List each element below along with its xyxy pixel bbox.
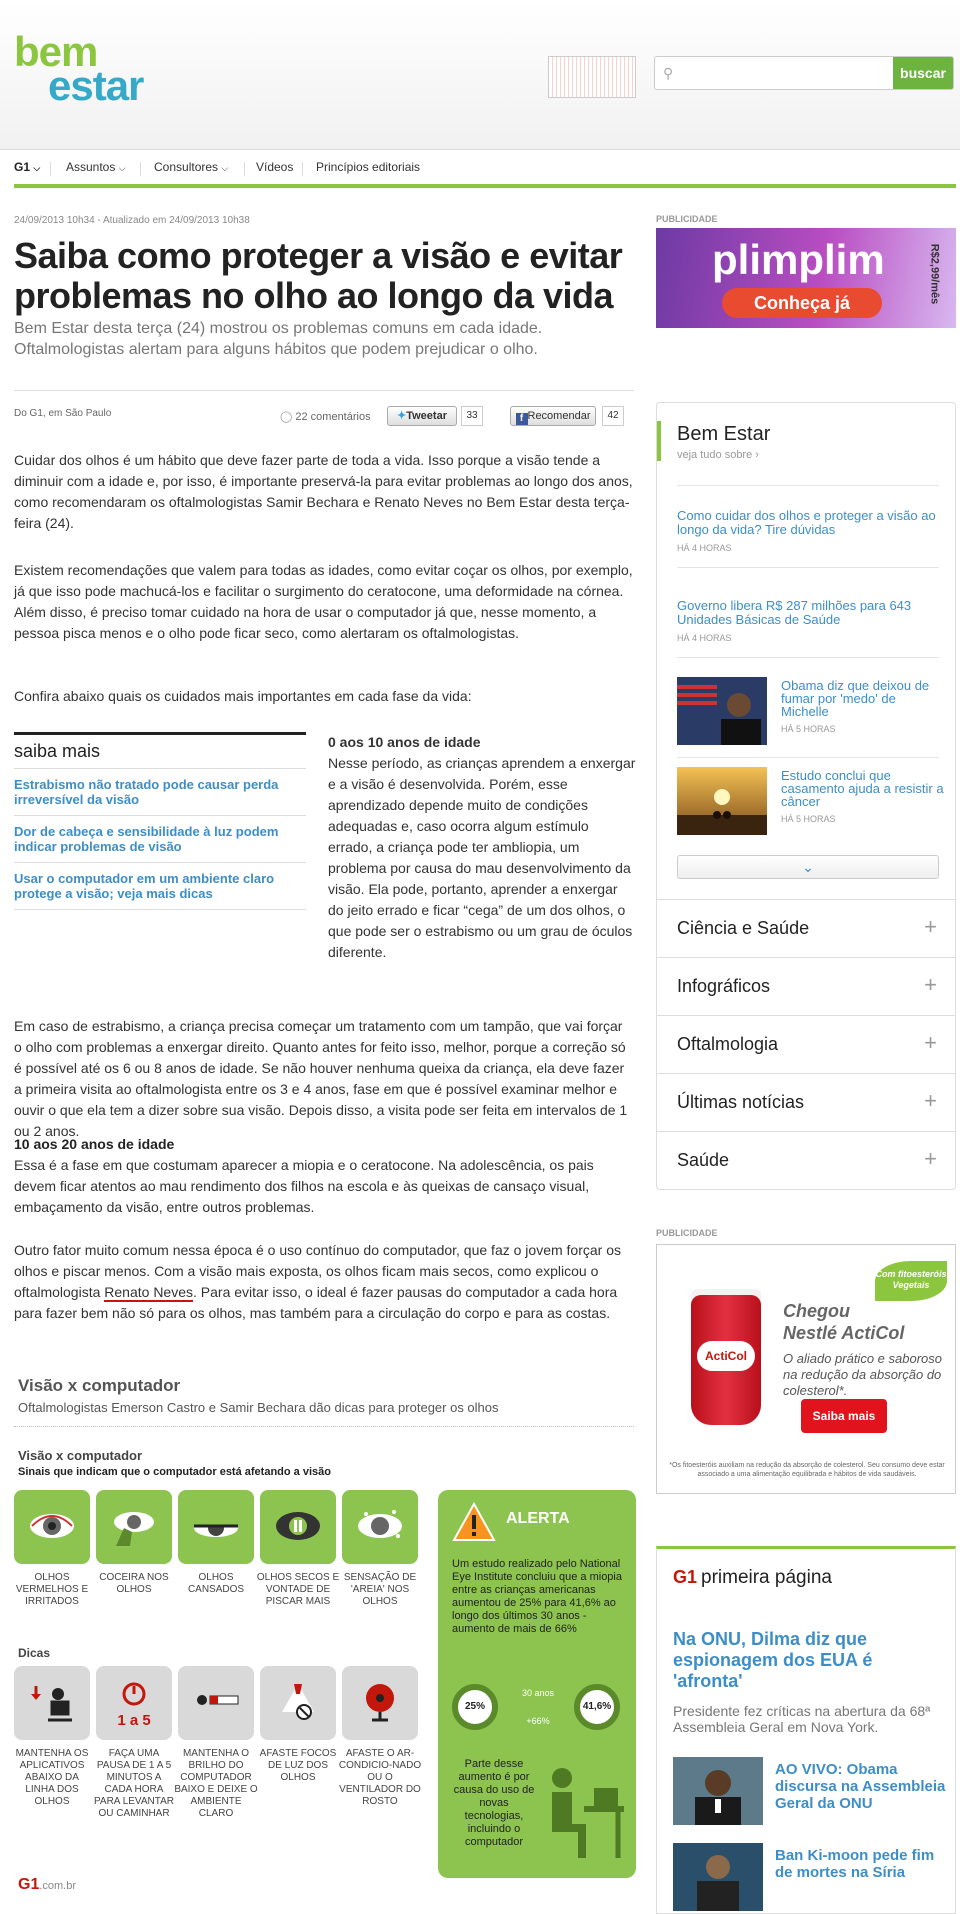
divider [14,390,634,391]
nav-assuntos[interactable]: Assuntos ⌵ [66,160,126,174]
itchy-eye-icon [96,1490,172,1564]
bem-estar-widget [656,402,956,1190]
brightness-icon [178,1666,254,1740]
g1-logo[interactable]: G1 [673,1567,698,1587]
sand-eye-icon [342,1490,418,1564]
nav-videos[interactable]: Vídeos [256,160,294,174]
stat-circle-41: 41,6% [574,1684,620,1730]
paragraph: Existem recomendações que valem para todas as idades, como evitar coçar os olhos, por exemplo, já que isso pode machucá-los e facilitar o surgimento do ceratocone, uma deformidade na córnea. Além disso, é preciso tomar cuidado na hora de usar o computador já que, nesse momento, a pessoa pisca menos e o olho pode ficar seco, como alertaram os oftalmologistas. [14,562,633,641]
infographic-section-title: Visão x computador [18,1376,181,1395]
saiba-mais-title: saiba mais [14,735,306,769]
subheading: 10 aos 20 anos de idade [14,1136,175,1152]
chevron-down-icon: ⌄ [802,859,814,875]
recommend-count: 42 [602,406,624,426]
alert-title: ALERTA [506,1510,570,1527]
chevron-down-icon: ⌵ [118,163,126,173]
saiba-mais-box [14,732,306,910]
sign-caption: OLHOS VERMELHOS E IRRITADOS [15,1572,89,1607]
see-all-link[interactable]: veja tudo sobre › [677,449,759,461]
tweet-button[interactable]: ✦Tweetar [387,406,457,426]
person-at-computer-icon [538,1762,628,1862]
paragraph: Em caso de estrabismo, a criança precisa começar um tratamento com um tampão, que vai forçar o olho com problemas a enxergar direito. Quanto antes for feito isso, melhor, porque a correção só é possível até os 6 ou 8 anos de idade. Se não houver nenhuma queixa da criança, ela deve fazer a primeira visita ao oftalmologista entre os 3 e 4 anos, fase em que é possível examinar melhor e ouvir o que ela tem a dizer sobre sua visão. Depois disso, a visita pode ser feita em intervalos de 1 ou 2 anos. [14,1018,628,1139]
infographic-title: Visão x computador [18,1448,143,1463]
news-item[interactable]: Estudo conclui que casamento ajuda a resistir a câncer HÁ 5 HORAS [781,768,944,824]
saiba-mais-link[interactable]: Estrabismo não tratado pode causar perda irreversível da visão [14,769,306,816]
accent-bar [657,421,661,461]
nav-g1[interactable]: G1 ⌵ [14,160,41,174]
leaf-badge: Com fitoesteróis Vegetais [875,1261,947,1301]
subheading: 0 aos 10 anos de idade [328,734,481,750]
tweet-count: 33 [461,406,483,426]
saiba-mais-button[interactable]: Saiba mais [801,1399,887,1433]
comments-link[interactable]: ◯ 22 comentários [280,411,371,423]
byline: Do G1, em São Paulo [14,408,112,419]
article-title: Saiba como proteger a visão e evitar problemas no olho ao longo da vida [14,235,623,316]
paragraph: Outro fator muito comum nessa época é o uso contínuo do computador, que faz o jovem forçar os olhos e piscar menos. Com a visão mais exposta, os olhos ficam mais secos, como explicou o oftalmologista Renato Neves. Para evitar isso, o ideal é fazer pausas do computador a cada hora para fazer bem não só para os olhos, mas também para a circulação do corpo e para as costas. [14,1242,621,1321]
search-input[interactable] [681,57,881,89]
article-date: 24/09/2013 10h34 - Atualizado em 24/09/2013 10h38 [14,215,250,226]
plus-icon: + [924,972,937,997]
sign-caption: OLHOS SECOS E VONTADE DE PISCAR MAIS [256,1572,340,1607]
tip-caption: AFASTE FOCOS DE LUZ DOS OLHOS [259,1748,337,1783]
site-header [0,0,960,150]
g1-footer-logo: G1.com.br [18,1876,77,1893]
bem-estar-logo[interactable]: bem estar [14,28,144,109]
news-item[interactable]: Como cuidar dos olhos e proteger a visão ao longo da vida? Tire dúvidas HÁ 4 HORAS [677,508,936,553]
renato-neves-link[interactable]: Renato Neves [104,1284,193,1300]
acticol-ad[interactable]: ActiCol Com fitoesteróis Vegetais Chegou Nestlé ActiCol O aliado prático e saboroso na redução da absorção do colesterol*. Saiba mais *Os fitoesteróis auxiliam na redução da absorção de colesterol. Seu consumo deve estar associado a uma alimentação equilibrada e hábitos de vida saudáveis. [656,1244,956,1494]
obama-un-thumbnail[interactable] [673,1757,763,1825]
paragraph: 10 aos 20 anos de idade Essa é a fase em que costumam aparecer a miopia e o ceratocone. Na adolescência, os pais devem ficar atentos ao mau rendimento dos filhos na escola e às queixas de cansaço visual, embaçamento da visão, entre outros problemas. [14,1136,594,1215]
search-box [654,56,954,90]
sign-caption: COCEIRA NOS OLHOS [99,1572,169,1595]
obama-thumbnail[interactable] [677,677,767,745]
ad-label: PUBLICIDADE [656,214,718,224]
search-button[interactable]: buscar [893,57,953,89]
infographic-section-sub: Oftalmologistas Emerson Castro e Samir Bechara dão dicas para proteger os olhos [18,1400,499,1415]
accordion-item[interactable]: Saúde + [657,1131,955,1189]
load-more-button[interactable] [677,855,939,879]
header-mini-ad[interactable] [548,56,636,98]
plus-icon: + [924,1030,937,1055]
accordion-item[interactable]: Últimas notícias + [657,1073,955,1131]
sign-caption: SENSAÇÃO DE 'AREIA' NOS OLHOS [343,1572,417,1607]
accordion-item[interactable]: Infográficos + [657,957,955,1015]
fase-0-10: 0 aos 10 anos de idade Nesse período, as crianças aprendem a enxergar e a visão é desenvolvida. Porém, esse aprendizado depende muito de condições adequadas e, caso ocorra algum estímulo errado, a criança pode ter ambliopia, um problema por causa do mau desenvolvimento da visão. Ela pode, portanto, aprender a enxergar do jeito errado e ficar “cega” de um dos olhos, o que pode ser o estrabismo ou um grau de óculos diferente. [328,734,636,960]
widget-title[interactable]: Bem Estar [677,423,771,445]
g1-primeira-pagina [656,1546,956,1914]
news-item[interactable]: Governo libera R$ 287 milhões para 643 Unidades Básicas de Saúde HÁ 4 HORAS [677,598,912,643]
ad-cta-button[interactable]: Conheça já [722,288,882,318]
plus-icon: + [924,914,937,939]
infographic [14,1440,636,1896]
recommend-button[interactable]: f Recomendar [510,406,596,426]
news-item[interactable]: Obama diz que deixou de fumar por 'medo' de Michelle HÁ 5 HORAS [781,678,930,734]
accordion-item[interactable]: Ciência e Saúde + [657,899,955,957]
red-eye-icon [14,1490,90,1564]
facebook-icon: f [516,413,528,425]
plus-icon: + [924,1146,937,1171]
warning-icon [452,1502,496,1542]
article-subtitle: Bem Estar desta terça (24) mostrou os problemas comuns em cada idade. Oftalmologistas alertam para alguns hábitos que podem prejudicar o olho. [14,320,543,358]
news-link[interactable]: Ban Ki-moon pede fim de mortes na Síria [775,1847,935,1881]
accordion-item[interactable]: Oftalmologia + [657,1015,955,1073]
pause-timer-icon: 1 a 5 [96,1666,172,1740]
increase-label: +66% [526,1716,550,1726]
chevron-down-icon: ⌵ [33,163,41,173]
headline-summary: Presidente fez críticas na abertura da 68ª Assembleia Geral em Nova York. [673,1703,931,1735]
monitor-height-icon [14,1666,90,1740]
nav-principios[interactable]: Princípios editoriais [316,160,421,174]
tired-eye-icon [178,1490,254,1564]
ban-ki-moon-thumbnail[interactable] [673,1843,763,1911]
plus-icon: + [924,1088,937,1113]
plimplim-ad[interactable]: plimplim Conheça já R$2,99/mês [656,228,956,328]
ad-label: PUBLICIDADE [656,1228,718,1238]
tip-caption: MANTENHA O BRILHO DO COMPUTADOR BAIXO E DEIXE O AMBIENTE CLARO [174,1748,258,1819]
paragraph: Confira abaixo quais os cuidados mais importantes em cada fase da vida: [14,688,472,704]
lamp-icon [260,1666,336,1740]
headline-link[interactable]: Na ONU, Dilma diz que espionagem dos EUA é 'afronta' [673,1629,873,1691]
paragraph: Cuidar dos olhos é um hábito que deve fazer parte de toda a vida. Isso porque a visão tende a diminuir com a idade e, por isso, é importante preservá-la para evitar problemas ao longo dos anos, como recomendaram os oftalmologistas Samir Bechara e Renato Neves no Bem Estar desta terça-feira (24). [14,452,633,531]
search-icon: ⚲ [663,65,674,81]
news-link[interactable]: AO VIVO: Obama discursa na Assembleia Geral da ONU [775,1761,946,1812]
years-label: 30 anos [521,1688,555,1698]
sign-caption: OLHOS CANSADOS [187,1572,245,1595]
acticol-bottle: ActiCol [691,1295,761,1425]
tip-caption: MANTENHA OS APLICATIVOS ABAIXO DA LINHA DOS OLHOS [15,1748,89,1807]
twitter-icon: ✦ [397,410,407,422]
comment-icon: ◯ [280,411,293,423]
widget-title[interactable]: primeira página [701,1567,832,1588]
nav-accent-bar [14,184,956,188]
stat-circle-25: 25% [452,1684,498,1730]
infographic-subtitle: Sinais que indicam que o computador está afetando a visão [18,1466,331,1478]
saiba-mais-link[interactable]: Dor de cabeça e sensibilidade à luz podem indicar problemas de visão [14,816,306,863]
dicas-title: Dicas [18,1646,51,1660]
divider [14,1426,634,1427]
chevron-down-icon: ⌵ [221,163,229,173]
alert-panel [438,1490,636,1878]
sunset-couple-thumbnail[interactable] [677,767,767,835]
fan-icon [342,1666,418,1740]
dry-eye-icon [260,1490,336,1564]
main-nav [0,152,960,184]
saiba-mais-link[interactable]: Usar o computador em um ambiente claro protege a visão; veja mais dicas [14,863,306,910]
nav-consultores[interactable]: Consultores ⌵ [154,160,229,174]
alert-text-2: Parte desse aumento é por causa do uso de novas tecnologias, incluindo o computador [453,1758,535,1848]
tip-caption: FAÇA UMA PAUSA DE 1 A 5 MINUTOS A CADA HORA PARA LEVANTAR OU CAMINHAR [93,1748,175,1819]
alert-text: Um estudo realizado pelo National Eye Institute concluiu que a miopia entre as crianças americanas aumentou de 25% para 41,6% ao longo dos últimos 30 anos - aumento de mais de 66% [452,1558,622,1635]
tip-caption: AFASTE O AR-CONDICIO-NADO OU O VENTILADOR DO ROSTO [338,1748,422,1807]
